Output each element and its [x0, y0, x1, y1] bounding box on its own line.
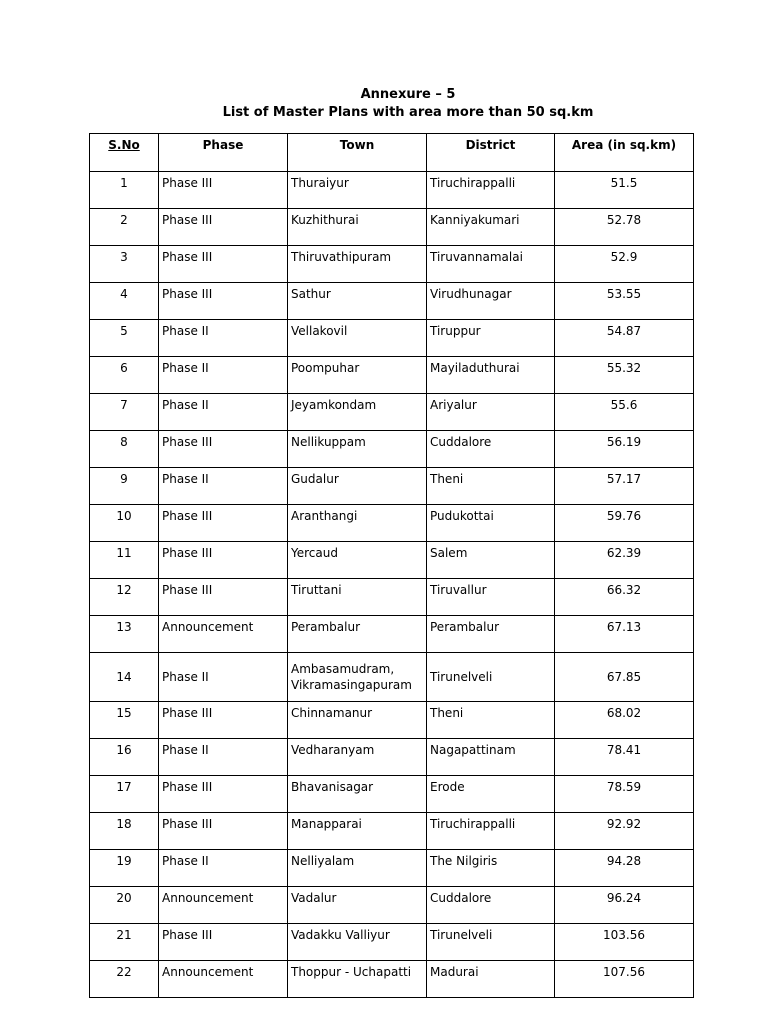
cell-town: Thiruvathipuram [288, 246, 427, 283]
cell-district: Erode [427, 776, 555, 813]
cell-district: Tiruppur [427, 320, 555, 357]
table-row [90, 431, 694, 468]
cell-town: Thuraiyur [288, 172, 427, 209]
cell-sno: 11 [90, 542, 159, 579]
cell-district: Nagapattinam [427, 739, 555, 776]
cell-district: Pudukottai [427, 505, 555, 542]
cell-town: Aranthangi [288, 505, 427, 542]
cell-town: Bhavanisagar [288, 776, 427, 813]
column-header-phase: Phase [159, 134, 288, 172]
cell-district: Mayiladuthurai [427, 357, 555, 394]
cell-area: 78.59 [555, 776, 694, 813]
cell-sno: 2 [90, 209, 159, 246]
cell-sno: 5 [90, 320, 159, 357]
table-row [90, 739, 694, 776]
cell-phase: Phase III [159, 702, 288, 739]
cell-phase: Phase III [159, 924, 288, 961]
cell-town: Gudalur [288, 468, 427, 505]
cell-sno: 14 [90, 653, 159, 702]
column-header-town: Town [288, 134, 427, 172]
cell-district: The Nilgiris [427, 850, 555, 887]
cell-sno: 8 [90, 431, 159, 468]
cell-town: Kuzhithurai [288, 209, 427, 246]
cell-district: Salem [427, 542, 555, 579]
table-row [90, 209, 694, 246]
cell-phase: Phase III [159, 542, 288, 579]
cell-district: Theni [427, 468, 555, 505]
cell-phase: Phase II [159, 739, 288, 776]
annexure-label: Annexure – 5 [360, 87, 456, 102]
master-plans-table [89, 133, 694, 998]
cell-phase: Phase II [159, 468, 288, 505]
cell-district: Tiruchirappalli [427, 813, 555, 850]
cell-sno: 20 [90, 887, 159, 924]
cell-area: 92.92 [555, 813, 694, 850]
table-row [90, 246, 694, 283]
cell-sno: 7 [90, 394, 159, 431]
cell-area: 56.19 [555, 431, 694, 468]
cell-area: 51.5 [555, 172, 694, 209]
column-header-sno: S.No [90, 134, 159, 172]
cell-area: 78.41 [555, 739, 694, 776]
table-row [90, 776, 694, 813]
table-row [90, 542, 694, 579]
cell-sno: 10 [90, 505, 159, 542]
cell-town: Poompuhar [288, 357, 427, 394]
cell-phase: Phase II [159, 850, 288, 887]
cell-phase: Phase III [159, 209, 288, 246]
cell-area: 66.32 [555, 579, 694, 616]
cell-town: Manapparai [288, 813, 427, 850]
cell-phase: Phase II [159, 357, 288, 394]
cell-sno: 21 [90, 924, 159, 961]
cell-area: 96.24 [555, 887, 694, 924]
cell-town: Chinnamanur [288, 702, 427, 739]
cell-area: 107.56 [555, 961, 694, 998]
table-row [90, 961, 694, 998]
cell-town: Perambalur [288, 616, 427, 653]
cell-town: Thoppur - Uchapatti [288, 961, 427, 998]
cell-area: 55.32 [555, 357, 694, 394]
cell-sno: 9 [90, 468, 159, 505]
cell-town: Jeyamkondam [288, 394, 427, 431]
cell-district: Kanniyakumari [427, 209, 555, 246]
cell-area: 59.76 [555, 505, 694, 542]
table-row [90, 505, 694, 542]
table-row [90, 850, 694, 887]
table-row [90, 653, 694, 702]
cell-phase: Phase III [159, 431, 288, 468]
cell-sno: 6 [90, 357, 159, 394]
cell-phase: Phase III [159, 172, 288, 209]
cell-sno: 19 [90, 850, 159, 887]
cell-area: 52.9 [555, 246, 694, 283]
cell-phase: Phase II [159, 320, 288, 357]
cell-phase: Phase II [159, 394, 288, 431]
cell-sno: 12 [90, 579, 159, 616]
cell-phase: Phase III [159, 283, 288, 320]
cell-phase: Phase III [159, 813, 288, 850]
cell-district: Tiruchirappalli [427, 172, 555, 209]
table-row [90, 616, 694, 653]
cell-phase: Phase III [159, 776, 288, 813]
cell-area: 67.13 [555, 616, 694, 653]
cell-district: Tirunelveli [427, 653, 555, 702]
table-header-row [90, 134, 694, 172]
cell-sno: 16 [90, 739, 159, 776]
cell-phase: Announcement [159, 616, 288, 653]
cell-area: 57.17 [555, 468, 694, 505]
cell-sno: 15 [90, 702, 159, 739]
cell-area: 54.87 [555, 320, 694, 357]
cell-district: Madurai [427, 961, 555, 998]
cell-district: Virudhunagar [427, 283, 555, 320]
table-row [90, 283, 694, 320]
table-body [90, 172, 694, 998]
cell-phase: Phase III [159, 246, 288, 283]
cell-town: Vedharanyam [288, 739, 427, 776]
cell-area: 103.56 [555, 924, 694, 961]
cell-phase: Phase II [159, 653, 288, 702]
cell-area: 55.6 [555, 394, 694, 431]
cell-district: Tirunelveli [427, 924, 555, 961]
cell-town: Nellikuppam [288, 431, 427, 468]
table-row [90, 357, 694, 394]
cell-town: Sathur [288, 283, 427, 320]
cell-area: 67.85 [555, 653, 694, 702]
cell-phase: Phase III [159, 579, 288, 616]
cell-sno: 17 [90, 776, 159, 813]
cell-town: Vadalur [288, 887, 427, 924]
cell-sno: 18 [90, 813, 159, 850]
cell-sno: 22 [90, 961, 159, 998]
cell-area: 94.28 [555, 850, 694, 887]
cell-district: Theni [427, 702, 555, 739]
cell-area: 53.55 [555, 283, 694, 320]
cell-district: Perambalur [427, 616, 555, 653]
cell-area: 52.78 [555, 209, 694, 246]
cell-sno: 4 [90, 283, 159, 320]
column-header-district: District [427, 134, 555, 172]
cell-town: Yercaud [288, 542, 427, 579]
cell-district: Tiruvallur [427, 579, 555, 616]
cell-area: 62.39 [555, 542, 694, 579]
cell-district: Ariyalur [427, 394, 555, 431]
cell-sno: 3 [90, 246, 159, 283]
table-row [90, 887, 694, 924]
table-row [90, 579, 694, 616]
cell-town: Tiruttani [288, 579, 427, 616]
table-row [90, 172, 694, 209]
cell-town: Nelliyalam [288, 850, 427, 887]
column-header-area: Area (in sq.km) [555, 134, 694, 172]
cell-sno: 1 [90, 172, 159, 209]
cell-area: 68.02 [555, 702, 694, 739]
cell-phase: Announcement [159, 961, 288, 998]
table-row [90, 320, 694, 357]
cell-town: Vadakku Valliyur [288, 924, 427, 961]
table-row [90, 468, 694, 505]
cell-town: Ambasamudram, Vikramasingapuram [288, 653, 427, 702]
cell-phase: Phase III [159, 505, 288, 542]
cell-town: Vellakovil [288, 320, 427, 357]
cell-sno: 13 [90, 616, 159, 653]
table-row [90, 813, 694, 850]
table-row [90, 702, 694, 739]
cell-district: Cuddalore [427, 887, 555, 924]
document-title: List of Master Plans with area more than 50 sq.km [222, 105, 594, 120]
cell-district: Tiruvannamalai [427, 246, 555, 283]
table-row [90, 924, 694, 961]
table-row [90, 394, 694, 431]
cell-district: Cuddalore [427, 431, 555, 468]
document-header [0, 86, 768, 122]
cell-phase: Announcement [159, 887, 288, 924]
